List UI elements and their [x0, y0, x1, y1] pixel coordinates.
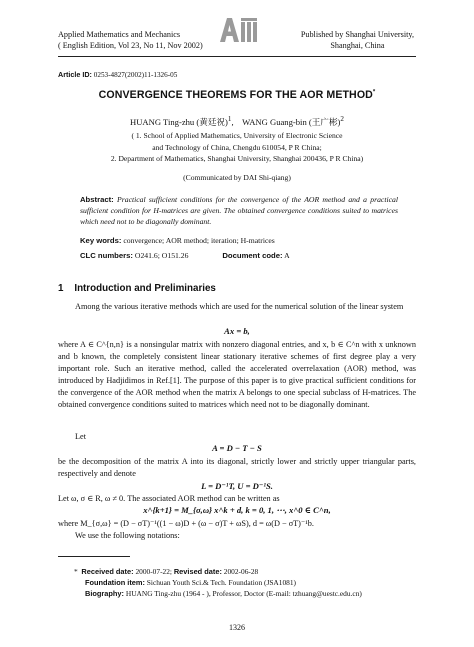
author-2-affil: 2	[340, 115, 344, 123]
equation-splitting: A = D − T − S	[212, 443, 262, 453]
paragraph-4: Let ω, σ ∈ R, ω ≠ 0. The associated AOR method can be written as	[58, 494, 280, 503]
page-number: 1326	[229, 623, 245, 632]
abstract	[80, 194, 398, 228]
author-line: HUANG Ting-zhu (黄廷祝)$^1$, WANG Guang-bin (王广彬)$^2$	[130, 115, 344, 127]
keywords-text: convergence; AOR method; iteration; H-matrices	[123, 236, 275, 245]
equation-L-U: L = D⁻¹T, U = D⁻¹S.	[201, 481, 273, 491]
footnote-mark: *	[74, 567, 80, 576]
publisher-header	[301, 29, 414, 51]
equation-aor-iteration: x^{k+1} = M_{σ,ω} x^k + d, k = 0, 1, ⋯, x^0 ∈ C^n,	[143, 505, 331, 515]
paragraph-5: where M_{σ,ω} = (D − σT)⁻¹((1 − ω)D + (ω − σ)T + ωS), d = ω(D − σT)⁻¹b.	[58, 519, 314, 528]
article-id-value: 0253-4827(2002)11-1326-05	[93, 71, 178, 79]
foundation-value: Sichuan Youth Sci.& Tech. Foundation (JSA1081)	[146, 578, 297, 587]
paper-title	[58, 89, 416, 101]
abstract-label: Abstract:	[80, 195, 114, 204]
received-value: 2000-07-22;	[135, 567, 172, 576]
equation-linear-system: Ax = b,	[224, 326, 250, 336]
publisher-location: Shanghai, China	[330, 41, 385, 50]
biography-label: Biography:	[85, 589, 125, 598]
received-label: Received date:	[81, 567, 134, 576]
foundation-label: Foundation item:	[85, 578, 145, 587]
author-2: WANG Guang-bin (王广彬)	[242, 116, 341, 127]
paragraph-1: Among the various iterative methods which are used for the numerical solution of the linear system	[75, 302, 404, 311]
document-code-label: Document code:	[222, 251, 283, 260]
journal-name: Applied Mathematics and Mechanics	[58, 30, 181, 39]
section-heading	[58, 283, 216, 294]
clc-value: O241.6; O151.26	[134, 251, 189, 260]
header-rule	[58, 56, 416, 57]
paper-title-text: CONVERGENCE THEOREMS FOR THE AOR METHOD	[98, 89, 373, 101]
biography-value: HUANG Ting-zhu (1964 - ), Professor, Doctor (E-mail: tzhuang@uestc.edu.cn)	[125, 589, 362, 598]
title-footnote-mark: *	[372, 89, 376, 96]
affiliation-2: 2. Department of Mathematics, Shanghai University, Shanghai 200436, P R China)	[110, 154, 364, 163]
publisher-name: Published by Shanghai University,	[300, 30, 414, 39]
abstract-text: Practical sufficient conditions for the convergence of the AOR method and a practical sufficient condition for H-matrices are given. The obtained convergence conditions suited to matrices which need not to be diagonally dominant.	[80, 195, 399, 227]
article-id	[58, 70, 177, 79]
affiliation-1b: and Technology of China, Chengdu 610054, P R China;	[152, 142, 322, 152]
paragraph-3: be the decomposition of the matrix A into its diagonal, strictly lower and strictly upper triangular parts, respectively and denote	[58, 457, 416, 479]
communicated-by: (Communicated by DAI Shi-qiang)	[183, 173, 291, 182]
footnote-foundation	[58, 577, 443, 588]
journal-header	[58, 29, 203, 51]
journal-logo-icon	[218, 16, 258, 44]
journal-edition: ( English Edition, Vol 23, No 11, Nov 2002)	[58, 41, 203, 50]
document-code-value: A	[284, 251, 290, 260]
let-line: Let	[75, 432, 86, 441]
author-1-affil: 1	[227, 115, 232, 123]
footnote-biography	[58, 588, 443, 599]
clc-line	[80, 250, 398, 261]
keywords	[80, 235, 398, 246]
revised-label: Revised date:	[173, 567, 222, 576]
section-number: 1	[58, 283, 64, 294]
footnote-rule	[58, 556, 130, 557]
paragraph-2: where A ∈ C^{n,n} is a nonsingular matrix with nonzero diagonal entries, and x, b ∈ C^n with x unknown and b known, the completely consistent linear stationary iterative schemes of first degree play a very important role. Such an iterative method, called the accelerated overrelaxation (AOR) method, was introduced by Hadjidimos in Ref.[1]. The purpose of this paper is to give practical sufficient conditions for the convergence of the AOR method when the matrix A belongs to one special subclass of H-matrices. The obtained convergence conditions suited to matrices which need not to be diagonally dominant.	[58, 340, 416, 410]
author-1: HUANG Ting-zhu (黄廷祝)	[130, 116, 228, 127]
affiliation-1a: ( 1. School of Applied Mathematics, University of Electronic Science	[131, 131, 343, 140]
keywords-label: Key words:	[80, 236, 122, 245]
paragraph-6: We use the following notations:	[75, 531, 180, 540]
article-id-label: Article ID:	[58, 70, 92, 79]
footnote-dates	[58, 566, 432, 577]
section-title: Introduction and Preliminaries	[74, 283, 216, 294]
revised-value: 2002-06-28	[223, 567, 259, 576]
clc-label: CLC numbers:	[80, 251, 133, 260]
